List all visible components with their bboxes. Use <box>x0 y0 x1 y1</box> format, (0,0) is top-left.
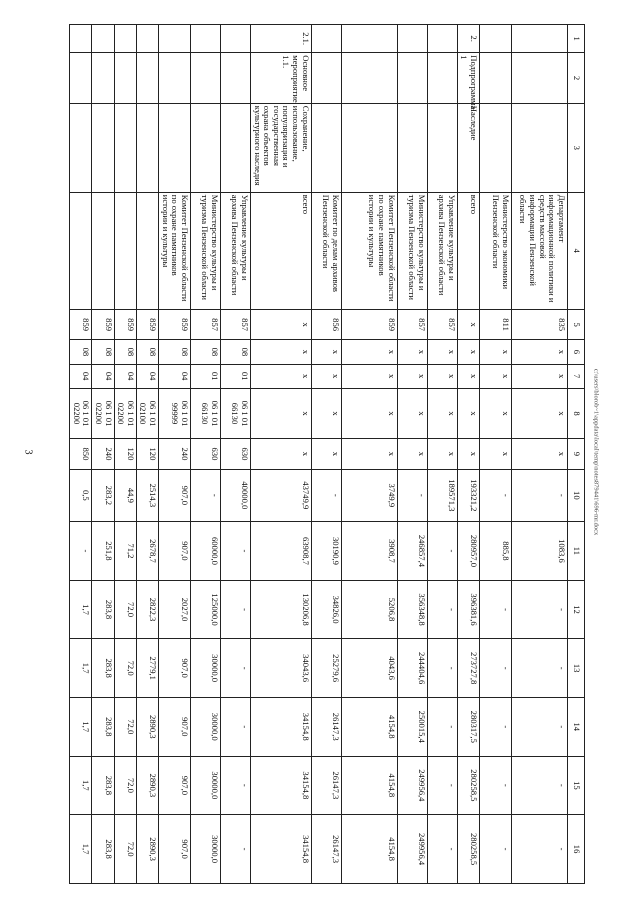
table-cell: 283,2 <box>92 469 114 522</box>
header-cell: 5 <box>568 309 585 339</box>
table-cell <box>512 53 568 104</box>
table-cell <box>397 25 427 53</box>
table-cell: Подпрограмма 1 <box>457 53 479 104</box>
table-cell <box>480 103 512 192</box>
table-cell: - <box>427 697 457 756</box>
table-cell: 280258,5 <box>457 815 479 884</box>
table-cell: 249956,4 <box>397 756 427 815</box>
table-cell: 283,8 <box>92 639 114 698</box>
table-cell: Основное мероприятие 1.1. <box>251 53 312 104</box>
table-cell <box>159 53 191 104</box>
table-cell <box>341 103 397 192</box>
table-cell: 857 <box>427 309 457 339</box>
table-cell: 63908,7 <box>251 522 312 581</box>
table-cell: - <box>191 469 221 522</box>
table-cell: 1,7 <box>70 580 92 639</box>
table-cell: 34826,0 <box>311 580 341 639</box>
table-cell: 08 <box>221 340 251 364</box>
header-cell: 10 <box>568 469 585 522</box>
table-cell: Министерство культуры и туризма Пензенской области <box>397 192 427 309</box>
table-cell: х <box>427 340 457 364</box>
table-cell <box>397 53 427 104</box>
table-cell <box>427 25 457 53</box>
table-cell: - <box>70 522 92 581</box>
table-cell: 907,0 <box>159 697 191 756</box>
table-row <box>512 25 568 884</box>
table-row <box>70 25 92 884</box>
table-cell <box>397 103 427 192</box>
table-cell: 2678,7 <box>136 522 158 581</box>
table-cell <box>114 25 136 53</box>
header-cell: 12 <box>568 580 585 639</box>
table-cell <box>512 25 568 53</box>
table-row <box>480 25 512 884</box>
table-cell <box>191 25 221 53</box>
table-cell: 04 <box>114 364 136 388</box>
table-cell: - <box>221 697 251 756</box>
table-row <box>311 25 341 884</box>
table-cell: 907,0 <box>159 522 191 581</box>
table-cell: 2027,0 <box>159 580 191 639</box>
table-cell: всего <box>251 192 312 309</box>
table-cell: - <box>480 639 512 698</box>
header-row <box>568 25 585 884</box>
table-cell: - <box>480 697 512 756</box>
table-cell: - <box>512 580 568 639</box>
table-cell: - <box>480 580 512 639</box>
table-cell: 125000,0 <box>191 580 221 639</box>
table-cell: Управление культуры и архива Пензенской области <box>427 192 457 309</box>
header-cell: 16 <box>568 815 585 884</box>
table-cell: 04 <box>159 364 191 388</box>
table-cell: 08 <box>136 340 158 364</box>
table-cell: 885,8 <box>480 522 512 581</box>
table-row <box>251 25 312 884</box>
table-cell: Комитет Пензенской области по охране памятников истории и культуры <box>341 192 397 309</box>
table-cell: Управление культуры и архива Пензенской области <box>221 192 251 309</box>
table-cell: 08 <box>114 340 136 364</box>
table-cell: Наследие <box>457 103 479 192</box>
table-cell: 2822,3 <box>136 580 158 639</box>
table-cell <box>311 53 341 104</box>
budget-table-wrapper <box>71 24 585 884</box>
table-cell <box>136 192 158 309</box>
table-cell: х <box>512 388 568 439</box>
table-cell: х <box>251 388 312 439</box>
header-cell: 3 <box>568 103 585 192</box>
table-cell: Министерство культуры и туризма Пензенской области <box>191 192 221 309</box>
table-cell <box>159 103 191 192</box>
table-cell: 283,8 <box>92 580 114 639</box>
table-cell: 72,0 <box>114 756 136 815</box>
table-cell: 30190,9 <box>311 522 341 581</box>
table-cell <box>480 53 512 104</box>
table-cell <box>427 53 457 104</box>
table-cell: х <box>341 439 397 469</box>
table-cell: - <box>512 815 568 884</box>
table-cell: 34043,6 <box>251 639 312 698</box>
header-cell: 13 <box>568 639 585 698</box>
table-cell <box>480 25 512 53</box>
table-cell: 01 <box>221 364 251 388</box>
table-cell: 08 <box>92 340 114 364</box>
table-cell: - <box>427 815 457 884</box>
table-cell <box>114 103 136 192</box>
table-cell: 34154,8 <box>251 815 312 884</box>
table-cell: - <box>221 815 251 884</box>
header-cell: 11 <box>568 522 585 581</box>
table-cell: 244404,6 <box>397 639 427 698</box>
table-cell: 06 1 01 66130 <box>221 388 251 439</box>
table-cell <box>427 103 457 192</box>
table-cell: 246857,4 <box>397 522 427 581</box>
table-cell: х <box>457 439 479 469</box>
table-cell: 40000,0 <box>221 469 251 522</box>
table-cell: 907,0 <box>159 756 191 815</box>
table-cell: - <box>480 815 512 884</box>
table-cell: 3908,7 <box>341 522 397 581</box>
table-row <box>221 25 251 884</box>
table-cell: 06 1 01 02200 <box>92 388 114 439</box>
table-cell: 283,8 <box>92 815 114 884</box>
table-cell <box>136 53 158 104</box>
table-cell: 72,0 <box>114 639 136 698</box>
table-cell <box>191 103 221 192</box>
table-row <box>427 25 457 884</box>
table-cell: 280957,0 <box>457 522 479 581</box>
table-cell: 4154,8 <box>341 815 397 884</box>
table-cell: 04 <box>70 364 92 388</box>
table-cell: 01 <box>191 364 221 388</box>
table-cell: - <box>480 756 512 815</box>
table-cell: 1,7 <box>70 697 92 756</box>
table-cell: - <box>427 522 457 581</box>
table-cell: 2514,3 <box>136 469 158 522</box>
table-row <box>191 25 221 884</box>
table-cell: 08 <box>70 340 92 364</box>
table-cell <box>341 25 397 53</box>
table-row <box>92 25 114 884</box>
table-cell: 71,2 <box>114 522 136 581</box>
table-cell: 06 1 01 02200 <box>114 388 136 439</box>
table-cell: - <box>427 639 457 698</box>
table-cell: 1,7 <box>70 639 92 698</box>
table-row <box>114 25 136 884</box>
table-cell: 120 <box>114 439 136 469</box>
table-cell: 240 <box>92 439 114 469</box>
table-cell: 2779,1 <box>136 639 158 698</box>
table-cell <box>114 53 136 104</box>
table-cell: х <box>341 388 397 439</box>
table-cell: Сохранение, использование, популяризация и государственная охрана объектов культурного наследия <box>251 103 312 192</box>
table-cell: х <box>251 340 312 364</box>
table-cell: х <box>480 439 512 469</box>
table-cell: 283,8 <box>92 756 114 815</box>
header-cell: 14 <box>568 697 585 756</box>
table-cell: х <box>457 388 479 439</box>
table-cell: 907,0 <box>159 815 191 884</box>
table-cell: 907,0 <box>159 469 191 522</box>
header-cell: 1 <box>568 25 585 53</box>
table-cell: х <box>457 309 479 339</box>
table-cell: 273727,8 <box>457 639 479 698</box>
table-cell: х <box>311 340 341 364</box>
table-row <box>397 25 427 884</box>
table-cell: 30000,0 <box>191 639 221 698</box>
table-cell: Министерство экономики Пензенской области <box>480 192 512 309</box>
table-cell: х <box>251 364 312 388</box>
table-cell: Комитет по делам архивов Пензенской области <box>311 192 341 309</box>
table-body <box>70 25 568 884</box>
table-cell: 60000,0 <box>191 522 221 581</box>
table-cell: 2890,3 <box>136 756 158 815</box>
table-cell: 2890,3 <box>136 815 158 884</box>
table-cell: х <box>311 388 341 439</box>
table-cell: - <box>427 756 457 815</box>
table-cell: 1083,6 <box>512 522 568 581</box>
table-cell: х <box>480 364 512 388</box>
table-cell: 859 <box>136 309 158 339</box>
table-cell <box>512 103 568 192</box>
table-cell: х <box>427 388 457 439</box>
table-cell: 06 1 01 02200 <box>70 388 92 439</box>
table-cell: Департамент информационной политики и средств массовой информации Пензенской области <box>512 192 568 309</box>
table-cell: 25279,6 <box>311 639 341 698</box>
table-cell <box>70 192 92 309</box>
header-cell: 8 <box>568 388 585 439</box>
table-cell: х <box>512 439 568 469</box>
table-cell <box>114 192 136 309</box>
table-cell: 4154,8 <box>341 756 397 815</box>
table-cell <box>70 103 92 192</box>
table-cell: х <box>341 364 397 388</box>
table-cell: 06 1 01 99999 <box>159 388 191 439</box>
table-cell: - <box>512 697 568 756</box>
table-row <box>136 25 158 884</box>
table-cell: х <box>311 364 341 388</box>
table-cell: всего <box>457 192 479 309</box>
table-cell: 283,8 <box>92 697 114 756</box>
table-cell: 04 <box>92 364 114 388</box>
table-cell: 630 <box>191 439 221 469</box>
rotated-table-area <box>71 24 585 884</box>
table-cell: х <box>457 364 479 388</box>
table-cell: 04 <box>136 364 158 388</box>
table-cell: 08 <box>159 340 191 364</box>
header-cell: 2 <box>568 53 585 104</box>
table-cell: - <box>512 469 568 522</box>
file-path-footer: c:\users\blorob~1\appdata\local\temp\notes879441\696-mr.docx <box>592 368 600 536</box>
table-cell: 857 <box>191 309 221 339</box>
table-cell: 856 <box>311 309 341 339</box>
table-row <box>457 25 479 884</box>
table-cell: х <box>397 388 427 439</box>
table-cell: 280317,5 <box>457 697 479 756</box>
table-cell: 72,0 <box>114 580 136 639</box>
table-cell: Комитет Пензенской области по охране памятников истории и культуры <box>159 192 191 309</box>
table-cell: - <box>397 469 427 522</box>
table-cell <box>159 25 191 53</box>
table-cell <box>92 103 114 192</box>
table-cell: 907,0 <box>159 639 191 698</box>
table-cell: 850 <box>70 439 92 469</box>
table-cell: 2.1. <box>251 25 312 53</box>
table-cell: 193321,2 <box>457 469 479 522</box>
table-cell: - <box>221 522 251 581</box>
table-cell: 1,7 <box>70 815 92 884</box>
table-cell: 120 <box>136 439 158 469</box>
table-cell <box>341 53 397 104</box>
table-cell: 08 <box>191 340 221 364</box>
table-cell: 72,0 <box>114 697 136 756</box>
table-cell: - <box>221 756 251 815</box>
budget-table <box>69 24 585 884</box>
table-cell: х <box>457 340 479 364</box>
table-cell: х <box>480 340 512 364</box>
table-cell: 06 1 01 66130 <box>191 388 221 439</box>
table-cell: 859 <box>70 309 92 339</box>
table-cell: 859 <box>159 309 191 339</box>
header-cell: 6 <box>568 340 585 364</box>
table-cell: - <box>480 469 512 522</box>
table-cell <box>311 103 341 192</box>
table-cell: 5206,8 <box>341 580 397 639</box>
table-cell: х <box>427 364 457 388</box>
table-cell: х <box>512 340 568 364</box>
table-cell: 43749,9 <box>251 469 312 522</box>
table-cell: 250015,4 <box>397 697 427 756</box>
table-cell <box>191 53 221 104</box>
table-cell: 249956,4 <box>397 815 427 884</box>
table-cell: 857 <box>221 309 251 339</box>
table-cell: 130206,8 <box>251 580 312 639</box>
table-cell: х <box>341 340 397 364</box>
table-cell: х <box>251 439 312 469</box>
table-cell <box>92 53 114 104</box>
table-cell <box>92 25 114 53</box>
table-cell <box>221 25 251 53</box>
table-cell: 30000,0 <box>191 697 221 756</box>
table-cell: - <box>512 639 568 698</box>
header-cell: 15 <box>568 756 585 815</box>
table-cell: 3749,9 <box>341 469 397 522</box>
table-cell: 26147,3 <box>311 697 341 756</box>
header-cell: 4 <box>568 192 585 309</box>
table-cell: х <box>251 309 312 339</box>
table-cell <box>136 25 158 53</box>
table-cell <box>311 25 341 53</box>
table-cell <box>92 192 114 309</box>
table-cell: 2890,3 <box>136 697 158 756</box>
table-cell: 06 1 01 02100 <box>136 388 158 439</box>
table-cell: 251,8 <box>92 522 114 581</box>
table-cell <box>70 53 92 104</box>
table-cell: 44,9 <box>114 469 136 522</box>
table-cell: 396381,6 <box>457 580 479 639</box>
table-cell: 280258,5 <box>457 756 479 815</box>
table-cell: х <box>311 439 341 469</box>
table-cell <box>221 53 251 104</box>
table-cell <box>136 103 158 192</box>
table-row <box>341 25 397 884</box>
table-cell: - <box>221 580 251 639</box>
table-cell: 4043,6 <box>341 639 397 698</box>
table-cell: 34154,8 <box>251 697 312 756</box>
table-cell: - <box>311 469 341 522</box>
table-cell: 859 <box>114 309 136 339</box>
table-row <box>159 25 191 884</box>
table-cell: 859 <box>92 309 114 339</box>
table-cell: 811 <box>480 309 512 339</box>
table-cell: х <box>397 340 427 364</box>
table-cell: х <box>397 364 427 388</box>
table-cell: х <box>427 439 457 469</box>
table-cell: 835 <box>512 309 568 339</box>
table-cell: х <box>512 364 568 388</box>
header-cell: 7 <box>568 364 585 388</box>
table-cell: х <box>480 388 512 439</box>
table-cell: 630 <box>221 439 251 469</box>
table-cell: 4154,8 <box>341 697 397 756</box>
table-cell: 30000,0 <box>191 815 221 884</box>
table-cell: 72,0 <box>114 815 136 884</box>
table-cell <box>70 25 92 53</box>
table-cell: 0,5 <box>70 469 92 522</box>
table-cell: 857 <box>397 309 427 339</box>
table-cell: - <box>427 580 457 639</box>
table-cell: 240 <box>159 439 191 469</box>
table-cell <box>221 103 251 192</box>
table-cell: - <box>512 756 568 815</box>
table-cell: 30000,0 <box>191 756 221 815</box>
table-cell: 1,7 <box>70 756 92 815</box>
table-cell: 34154,8 <box>251 756 312 815</box>
table-cell: 189571,3 <box>427 469 457 522</box>
table-cell: 859 <box>341 309 397 339</box>
table-cell: 26147,3 <box>311 815 341 884</box>
table-cell: 2. <box>457 25 479 53</box>
header-cell: 9 <box>568 439 585 469</box>
table-cell: 356348,8 <box>397 580 427 639</box>
page-number: 3 <box>22 449 34 455</box>
table-cell: 26147,3 <box>311 756 341 815</box>
table-cell: х <box>397 439 427 469</box>
table-cell: - <box>221 639 251 698</box>
